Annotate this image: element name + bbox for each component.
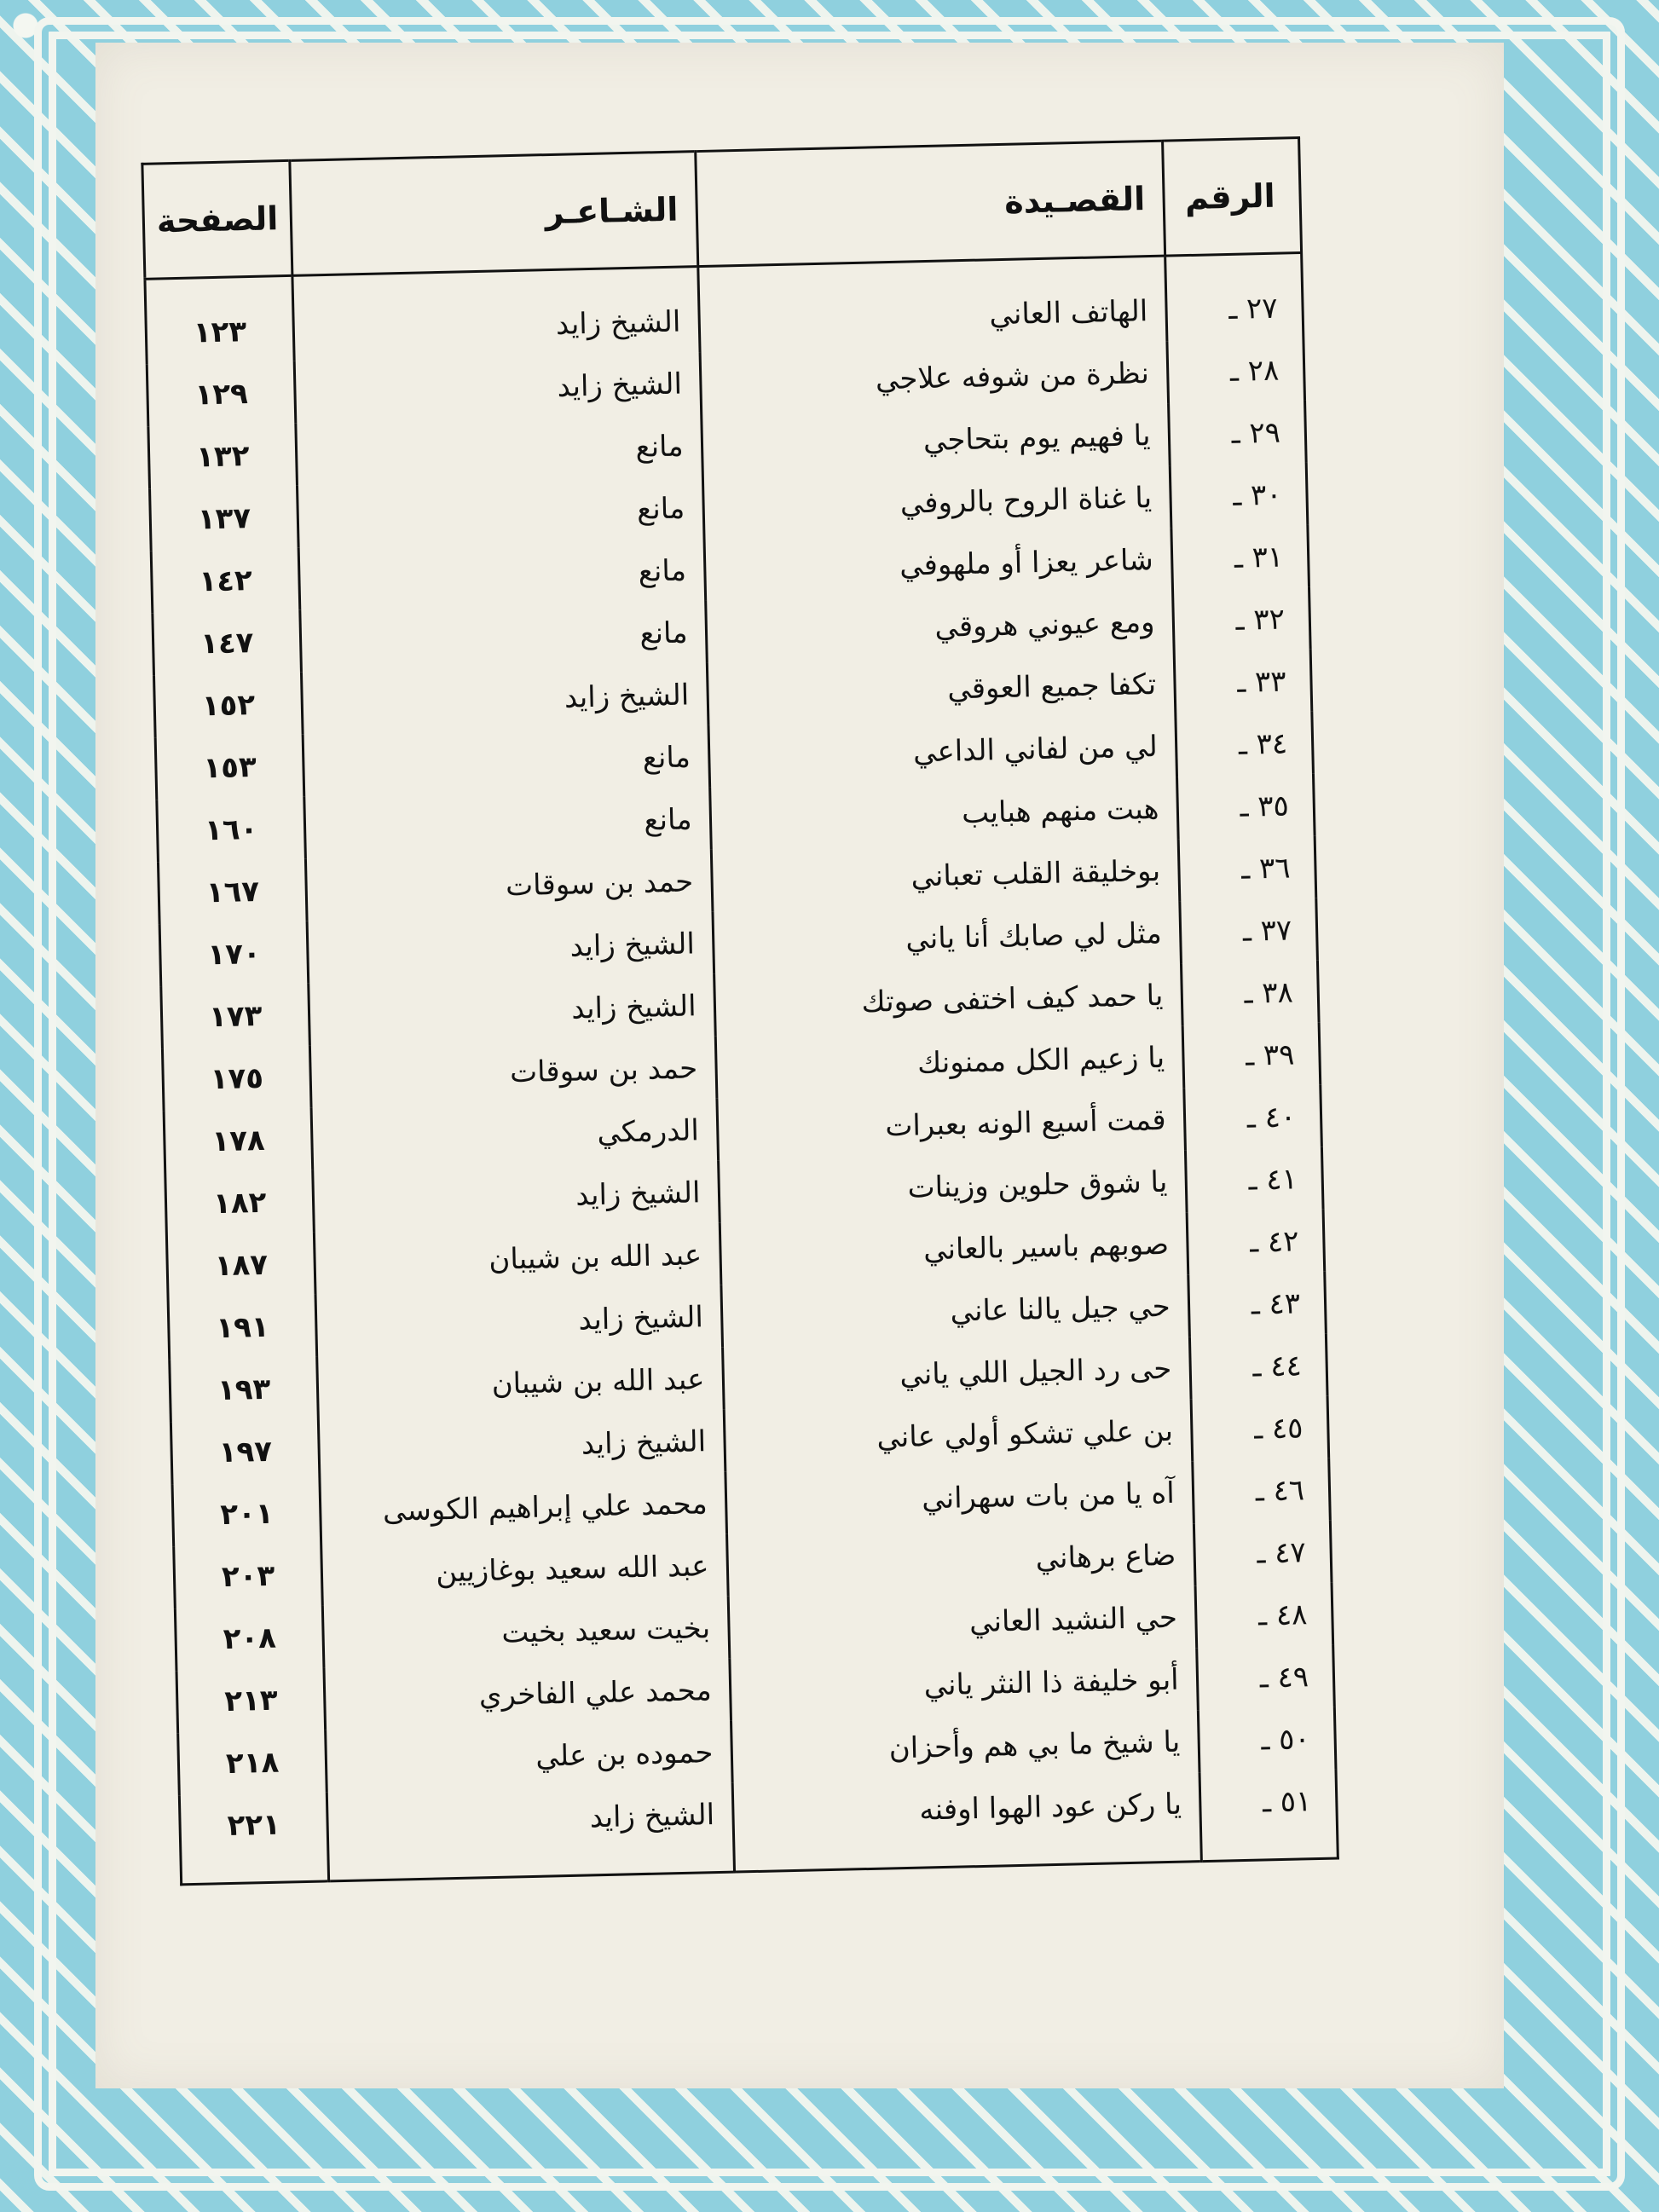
poem-title: حى رد الجيل اللي ياني: [722, 1337, 1191, 1409]
poem-title: هبت منهم هبايب: [709, 777, 1178, 849]
poem-title: قمت أسيع الونه بعبرات: [716, 1088, 1185, 1160]
row-number: ٣٧ ـ: [1179, 898, 1317, 964]
header-poem: القصـيدة: [695, 141, 1165, 266]
row-number: ٣٢ ـ: [1172, 587, 1310, 653]
poem-title: مثل لي صابك أنا ياني: [713, 901, 1182, 973]
poet-name: مانع: [298, 476, 704, 548]
page-number: ١٥٣: [203, 749, 257, 785]
row-number: ٤٧ ـ: [1194, 1521, 1332, 1586]
poem-title: يا شيخ ما بي هم وأحزان: [731, 1710, 1199, 1782]
page-number: ١٧٣: [208, 998, 263, 1034]
page-number: ١٥٢: [201, 687, 256, 723]
row-number: ٣٨ ـ: [1181, 961, 1319, 1026]
poet-name: الدرمكي: [311, 1099, 718, 1170]
page-number: ١٨٧: [214, 1247, 269, 1283]
poet-name: محمد علي إبراهيم الكوسى: [320, 1472, 726, 1544]
page-number: ١٦٧: [205, 874, 260, 910]
row-number: ٤١ ـ: [1185, 1147, 1323, 1213]
row-number: ٤٣ ـ: [1188, 1272, 1326, 1337]
page-number: ٢٠٨: [223, 1620, 277, 1656]
row-number: ٣٩ ـ: [1182, 1023, 1321, 1089]
header-poet: الشـاعـر: [290, 152, 697, 276]
poem-title: يا شوق حلوين وزينات: [718, 1150, 1187, 1222]
page-number: ١٧٨: [211, 1123, 266, 1158]
poem-title: يا فهيم يوم بتحاجي: [701, 404, 1170, 476]
page-number: ١٩١: [215, 1309, 270, 1345]
poet-name: الشيخ زايد: [294, 352, 701, 424]
poet-name: الشيخ زايد: [313, 1161, 720, 1233]
poem-title: ضاع برهاني: [726, 1523, 1195, 1596]
poem-title: لي من لفاني الداعي: [708, 715, 1177, 788]
poem-title: نظرة من شوفه علاجي: [700, 342, 1169, 414]
poet-name: الشيخ زايد: [319, 1410, 725, 1481]
poem-title: آه يا من بات سهراني: [725, 1461, 1194, 1533]
poet-name: الشيخ زايد: [315, 1285, 722, 1357]
row-number: ٤٩ ـ: [1196, 1645, 1334, 1711]
poet-name: بخيت سعيد بخيت: [323, 1597, 730, 1668]
page-number: ٢٠٣: [221, 1558, 275, 1594]
poem-title: ومع عيوني هروقي: [705, 591, 1174, 663]
row-number: ٣٦ ـ: [1178, 836, 1316, 902]
poet-name: الشيخ زايد: [309, 974, 715, 1046]
page-number: ٢٢١: [227, 1807, 281, 1843]
poem-title: يا ركن عود الهوا اوفنه: [732, 1772, 1201, 1872]
poem-title: بوخليقة القلب تعباني: [711, 839, 1180, 911]
poet-name: عبد الله سعيد بوغازيين: [321, 1534, 728, 1606]
row-number: ٤٠ ـ: [1183, 1085, 1321, 1151]
poet-name: مانع: [296, 414, 702, 486]
poem-title: أبو خليفة ذا النثر ياني: [729, 1648, 1198, 1720]
poet-name: حموده بن علي: [326, 1721, 732, 1793]
row-number: ٤٨ ـ: [1195, 1583, 1333, 1649]
poem-title: صوبهم باسير بالعاني: [720, 1212, 1188, 1285]
page-number: ١٢٣: [193, 314, 247, 350]
poem-title: بن علي تشكو أولي عاني: [724, 1399, 1193, 1471]
row-number: ٣٥ ـ: [1176, 774, 1315, 840]
poet-name: محمد علي الفاخري: [324, 1659, 731, 1730]
poet-name: عبد الله بن شيبان: [317, 1348, 724, 1419]
poem-title: تكفا جميع العوقي: [707, 653, 1176, 725]
poet-name: الشيخ زايد: [292, 267, 699, 361]
poem-title: يا زعيم الكل ممنونك: [715, 1025, 1184, 1098]
row-number: ٤٤ ـ: [1189, 1334, 1327, 1400]
header-number: الرقم: [1162, 138, 1301, 257]
poet-name: عبد الله بن شيبان: [315, 1223, 721, 1295]
page-number: ١٣٧: [197, 500, 251, 536]
poem-title: الهاتف العاني: [697, 256, 1166, 352]
page-number: ١٨٢: [212, 1185, 267, 1221]
poem-title: شاعر يعزا أو ملهوفي: [704, 528, 1173, 601]
page-number: ١٤٢: [199, 563, 253, 598]
contents-table: [141, 136, 1339, 1886]
row-number: ٣١ ـ: [1171, 525, 1309, 591]
poet-name: مانع: [303, 725, 709, 797]
row-number: ٣٤ ـ: [1175, 712, 1313, 777]
poem-title: يا غناة الروح بالروفي: [702, 466, 1171, 539]
table-of-contents: [141, 136, 1339, 1901]
row-number: ٢٧ ـ: [1165, 252, 1304, 341]
page-number: ١٤٧: [199, 625, 254, 661]
page-number: ١٣٢: [195, 438, 250, 474]
poet-name: حمد بن سوقات: [306, 850, 713, 921]
row-number: ٤٥ ـ: [1191, 1396, 1329, 1462]
page-number: ٢١٨: [225, 1745, 280, 1781]
poet-name: مانع: [300, 601, 707, 673]
page-number: ١٧٥: [210, 1060, 264, 1096]
poem-title: حي النشيد العاني: [728, 1585, 1197, 1658]
page-number: ١٦٠: [204, 811, 258, 847]
poet-name: حمد بن سوقات: [310, 1037, 717, 1108]
row-number: ٤٦ ـ: [1192, 1458, 1330, 1524]
poet-name: مانع: [298, 539, 705, 610]
page-number: ١٢٩: [194, 376, 249, 412]
page-number: ١٩٣: [217, 1372, 271, 1407]
row-number: ٢٩ ـ: [1168, 401, 1306, 466]
contents-rows: [145, 252, 1338, 1884]
page-number: ٢٠١: [219, 1496, 275, 1532]
row-number: ٤٢ ـ: [1187, 1210, 1325, 1275]
page-number: ٢١٣: [223, 1683, 279, 1718]
page-number: ١٩٧: [218, 1434, 273, 1470]
poem-title: حي جيل يالنا عاني: [720, 1274, 1189, 1347]
row-number: ٢٨ ـ: [1166, 338, 1304, 404]
poet-name: الشيخ زايد: [307, 912, 714, 984]
row-number: ٣٠ ـ: [1170, 463, 1308, 528]
header-page: الصفحة: [142, 160, 292, 279]
row-number: ٣٣ ـ: [1174, 650, 1312, 715]
poet-name: الشيخ زايد: [302, 663, 708, 735]
poet-name: مانع: [304, 788, 711, 859]
row-number: ٥٠ ـ: [1198, 1707, 1336, 1773]
poem-title: يا حمد كيف اختفى صوتك: [714, 963, 1182, 1036]
row-number: ٥١ ـ: [1199, 1770, 1338, 1862]
poet-name: الشيخ زايد: [327, 1783, 734, 1881]
page-number: ١٧٠: [207, 936, 262, 972]
